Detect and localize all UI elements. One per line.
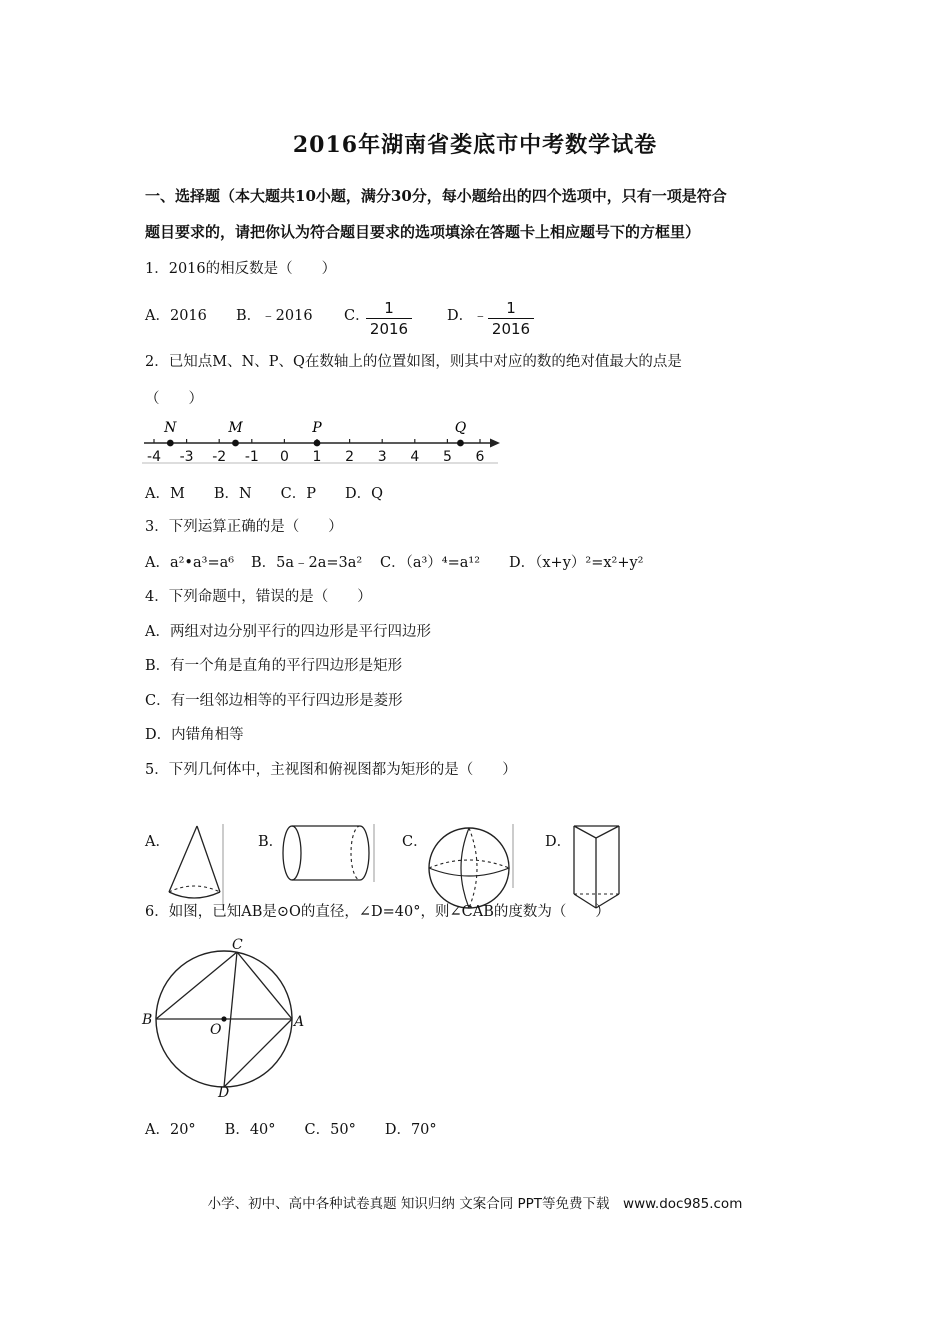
center-point-o [221,1016,226,1021]
question-4-option-c: C．有一组邻边相等的平行四边形是菱形 [145,693,403,709]
page-footer: 小学、初中、高中各种试卷真题 知识归纳 文案合同 PPT等免费下载 www.doc985.com [207,1196,743,1212]
label-o: O [210,1022,222,1038]
point-m-dot [232,440,239,447]
tick-label: 1 [312,449,322,465]
question-3-option-d: D．（x+y）²=x²+y² [509,555,644,571]
tick-label: 6 [475,449,485,465]
section-heading-line1: 一、选择题（本大题共10小题，满分30分，每小题给出的四个选项中，只有一项是符合 [145,187,727,205]
question-5-option-c-label: C． [402,834,428,850]
question-3-option-a: A．a²•a³=a⁶ [145,555,235,571]
tick-label: 3 [377,449,387,465]
tick-label: 0 [279,449,289,465]
point-p-label: P [312,420,322,436]
question-2-paren: （ ） [145,391,203,407]
point-p-dot [314,440,321,447]
point-m-label: M [228,420,243,436]
fraction-denominator: 2016 [491,320,531,338]
question-5-option-d-label: D． [545,834,572,850]
question-3-stem: 3．下列运算正确的是（ ） [145,519,343,535]
question-4-stem: 4．下列命题中，错误的是（ ） [145,589,372,605]
question-2-stem: 2．已知点M、N、P、Q在数轴上的位置如图，则其中对应的数的绝对值最大的点是 [145,354,682,370]
fraction-bar [488,318,534,319]
question-1-option-d-fraction [488,299,534,338]
question-4-option-b: B．有一个角是直角的平行四边形是矩形 [145,658,403,674]
point-n-label: N [164,420,177,436]
question-1-option-c-label: C． [344,308,370,324]
question-6-stem: 6．如图，已知AB是⊙O的直径，∠D=40°，则∠CAB的度数为（ ） [145,904,610,920]
question-5-option-a-label: A． [145,834,170,850]
tick-label: -1 [244,449,259,465]
point-n-dot [167,440,174,447]
question-3-option-b: B．5a﹣2a=3a² [251,555,363,571]
number-line-arrow [490,439,500,448]
question-1-option-b: B．﹣2016 [236,308,313,324]
label-c: C [232,937,243,953]
page-title: 2016年湖南省娄底市中考数学试卷 [292,132,658,158]
question-1-option-a: A．2016 [145,308,207,324]
number-line-figure [140,415,505,467]
tick-label: -4 [147,449,161,465]
segment-bc [156,952,237,1019]
question-5-option-b-label: B． [258,834,284,850]
section-heading-line2: 题目要求的，请把你认为符合题目要求的选项填涂在答题卡上相应题号下的方框里） [145,223,701,241]
question-3-option-c: C．（a³）⁴=a¹² [380,555,481,571]
question-2-options: A．M B．N C．P D．Q [145,486,384,502]
question-5-stem: 5．下列几何体中，主视图和俯视图都为矩形的是（ ） [145,762,517,778]
point-q-dot [457,440,464,447]
fraction-bar [366,318,412,319]
label-d: D [218,1085,230,1100]
tick-label: 4 [410,449,420,465]
tick-label: -2 [212,449,227,465]
tick-label: 2 [345,449,355,465]
tick-label: -3 [179,449,194,465]
question-1-option-d-label: D．﹣ [447,308,488,324]
fraction-numerator: 1 [506,299,516,317]
question-4-option-a: A．两组对边分别平行的四边形是平行四边形 [145,624,431,640]
question-1-stem: 1．2016的相反数是（ ） [145,261,337,277]
segment-da [224,1019,292,1087]
tick-label: 5 [442,449,452,465]
fraction-numerator: 1 [384,299,394,317]
question-1-option-c-fraction [366,299,412,338]
label-b: B [142,1012,153,1028]
fraction-denominator: 2016 [369,320,409,338]
label-a: A [294,1014,305,1030]
question-4-option-d: D．内错角相等 [145,727,244,743]
cylinder-figure [280,822,378,884]
question-6-options: A．20° B．40° C．50° D．70° [145,1122,437,1138]
circle-geometry-figure [138,935,308,1100]
point-q-label: Q [454,420,467,436]
